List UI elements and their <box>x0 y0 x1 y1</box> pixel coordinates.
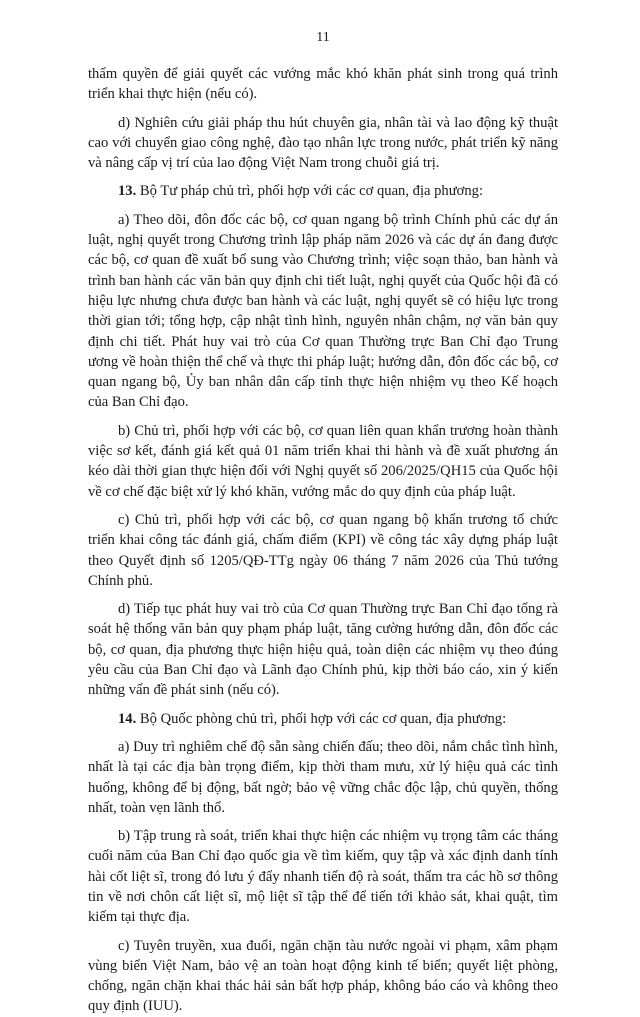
section-13-number: 13. <box>118 183 137 200</box>
section-13-heading <box>88 181 558 201</box>
page-number: 11 <box>316 30 330 45</box>
paragraph-14b: b) Tập trung rà soát, triển khai thực hiện các nhiệm vụ trọng tâm các tháng cuối năm của Ban Chỉ đạo quốc gia về tìm kiếm, quy tập và xác định danh tính hài cốt liệt sĩ, trong đó lưu ý đẩy nhanh tiến độ rà soát, thẩm tra các hồ sơ thông tin về nơi chôn cất liệt sĩ, mộ liệt sĩ tập thể để tiến tới khảo sát, khai quật, tìm kiếm tại thực địa. <box>88 828 558 926</box>
section-14-number: 14. <box>118 710 137 727</box>
paragraph-13c: c) Chủ trì, phối hợp với các bộ, cơ quan ngang bộ khẩn trương tổ chức triển khai công tác đánh giá, chấm điểm (KPI) về công tác xây dựng pháp luật theo Quyết định số 1205/QĐ-TTg ngày 06 tháng 7 năm 2026 của Thủ tướng Chính phủ. <box>88 511 558 589</box>
section-14-text: Bộ Quốc phòng chủ trì, phối hợp với các cơ quan, địa phương: <box>136 710 507 727</box>
section-14-heading <box>88 709 558 729</box>
section-13-text: Bộ Tư pháp chủ trì, phối hợp với các cơ quan, địa phương: <box>136 183 483 200</box>
paragraph-13b: b) Chủ trì, phối hợp với các bộ, cơ quan liên quan khẩn trương hoàn thành việc sơ kết, đánh giá kết quả 01 năm triển khai thi hành và đề xuất phương án kéo dài thời gian thực hiện đối với Nghị quyết số 206/2025/QH15 của Quốc hội về cơ chế đặc biệt xử lý khó khăn, vướng mắc do quy định của pháp luật. <box>88 422 558 500</box>
paragraph-continuation: thẩm quyền để giải quyết các vướng mắc khó khăn phát sinh trong quá trình triển khai thực hiện (nếu có). <box>88 66 558 103</box>
paragraph-13d: d) Tiếp tục phát huy vai trò của Cơ quan Thường trực Ban Chỉ đạo tổng rà soát hệ thống văn bản quy phạm pháp luật, tăng cường hướng dẫn, đôn đốc các bộ, cơ quan, địa phương thực hiện hiệu quả, toàn diện các nhiệm vụ theo đúng yêu cầu của Ban Chỉ đạo và Lãnh đạo Chính phủ, kịp thời báo cáo, xin ý kiến những vấn đề phát sinh (nếu có). <box>88 601 558 699</box>
paragraph-14a: a) Duy trì nghiêm chế độ sẵn sàng chiến đấu; theo dõi, nắm chắc tình hình, nhất là tại các địa bàn trọng điểm, kịp thời tham mưu, xử lý hiệu quả các tình huống, không để bị động, bất ngờ; bảo vệ vững chắc độc lập, chủ quyền, thống nhất, toàn vẹn lãnh thổ. <box>88 738 558 816</box>
paragraph-14c: c) Tuyên truyền, xua đuổi, ngăn chặn tàu nước ngoài vi phạm, xâm phạm vùng biển Việt Nam, bảo vệ an toàn hoạt động kinh tế biển; quyết liệt phòng, chống, ngăn chặn khai thác hải sản bất hợp pháp, không báo cáo và không theo quy định (IUU). <box>88 937 558 1015</box>
paragraph-item-d: d) Nghiên cứu giải pháp thu hút chuyên gia, nhân tài và lao động kỹ thuật cao với chuyển giao công nghệ, đào tạo nhân lực trong nước, phát triển kỹ năng và nâng cấp vị trí của lao động Việt Nam trong chuỗi giá trị. <box>88 114 558 172</box>
paragraph-13a: a) Theo dõi, đôn đốc các bộ, cơ quan ngang bộ trình Chính phủ các dự án luật, nghị quyết trong Chương trình lập pháp năm 2026 và các dự án đang được các bộ, cơ quan đề xuất bổ sung vào Chương trình; việc soạn thảo, ban hành và trình ban hành các văn bản quy định chi tiết luật, nghị quyết của Quốc hội đã có hiệu lực nhưng chưa được ban hành và các luật, nghị quyết sẽ có hiệu lực trong thời gian tới; tổng hợp, cập nhật tình hình, nguyên nhân chậm, nợ văn bản quy định chi tiết. Phát huy vai trò của Cơ quan Thường trực Ban Chỉ đạo Trung ương về hoàn thiện thể chế và thực thi pháp luật; hướng dẫn, đôn đốc các bộ, cơ quan ngang bộ, Ủy ban nhân dân cấp tỉnh thực hiện nhiệm vụ theo Kế hoạch của Ban Chỉ đạo. <box>88 211 558 411</box>
